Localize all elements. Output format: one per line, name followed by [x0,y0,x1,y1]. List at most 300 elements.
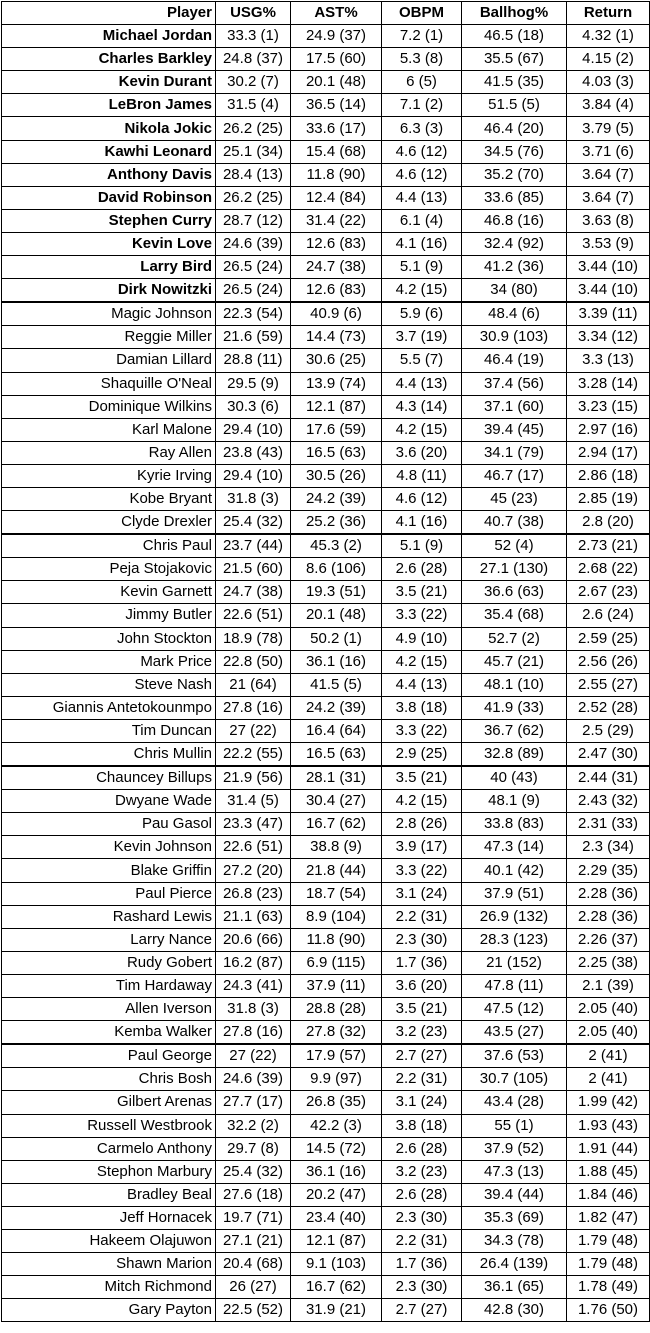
return-cell: 2.05 (40) [567,1021,650,1045]
usg-cell: 29.5 (9) [216,372,291,395]
ast-cell: 12.6 (83) [291,232,382,255]
return-cell: 3.44 (10) [567,256,650,279]
ballhog-cell: 26.4 (139) [462,1253,567,1276]
ballhog-cell: 46.4 (20) [462,117,567,140]
usg-cell: 16.2 (87) [216,951,291,974]
ballhog-cell: 33.6 (85) [462,186,567,209]
obpm-cell: 3.9 (17) [382,836,462,859]
obpm-cell: 5.1 (9) [382,534,462,558]
usg-cell: 25.4 (32) [216,511,291,535]
obpm-cell: 3.8 (18) [382,1114,462,1137]
player-name-cell: Russell Westbrook [2,1114,216,1137]
ballhog-cell: 45.7 (21) [462,650,567,673]
obpm-cell: 4.4 (13) [382,372,462,395]
usg-cell: 29.4 (10) [216,464,291,487]
player-name-cell: Gilbert Arenas [2,1091,216,1114]
player-name-cell: Nikola Jokic [2,117,216,140]
player-name-cell: Gary Payton [2,1299,216,1322]
player-name-cell: Chris Bosh [2,1068,216,1091]
obpm-cell: 7.1 (2) [382,94,462,117]
usg-cell: 31.5 (4) [216,94,291,117]
obpm-cell: 2.3 (30) [382,928,462,951]
return-cell: 2.26 (37) [567,928,650,951]
ballhog-cell: 41.5 (35) [462,71,567,94]
usg-cell: 31.4 (5) [216,790,291,813]
player-name-cell: Jeff Hornacek [2,1206,216,1229]
player-name-cell: Dirk Nowitzki [2,279,216,303]
obpm-cell: 3.6 (20) [382,974,462,997]
ballhog-cell: 55 (1) [462,1114,567,1137]
table-row [2,836,650,859]
ast-cell: 45.3 (2) [291,534,382,558]
ast-cell: 28.8 (28) [291,998,382,1021]
ballhog-cell: 34.3 (78) [462,1229,567,1252]
return-cell: 2.25 (38) [567,951,650,974]
ast-cell: 38.8 (9) [291,836,382,859]
ast-cell: 42.2 (3) [291,1114,382,1137]
ast-cell: 25.2 (36) [291,511,382,535]
return-cell: 3.28 (14) [567,372,650,395]
table-row [2,48,650,71]
table-row [2,1229,650,1252]
ast-cell: 30.5 (26) [291,464,382,487]
ballhog-cell: 27.1 (130) [462,558,567,581]
usg-cell: 30.3 (6) [216,395,291,418]
obpm-cell: 3.1 (24) [382,882,462,905]
player-name-cell: Paul Pierce [2,882,216,905]
table-row [2,813,650,836]
player-name-cell: Anthony Davis [2,163,216,186]
ballhog-cell: 36.6 (63) [462,581,567,604]
table-row [2,928,650,951]
obpm-cell: 4.3 (14) [382,395,462,418]
player-name-cell: Steve Nash [2,673,216,696]
obpm-cell: 3.5 (21) [382,766,462,790]
table-row [2,326,650,349]
return-cell: 2.47 (30) [567,743,650,767]
return-cell: 2.05 (40) [567,998,650,1021]
return-cell: 1.79 (48) [567,1253,650,1276]
obpm-cell: 4.6 (12) [382,140,462,163]
ast-cell: 17.9 (57) [291,1044,382,1068]
return-cell: 2.55 (27) [567,673,650,696]
ballhog-cell: 35.5 (67) [462,48,567,71]
ast-cell: 16.5 (63) [291,743,382,767]
table-row [2,232,650,255]
table-row [2,673,650,696]
usg-cell: 31.8 (3) [216,998,291,1021]
player-name-cell: Chris Paul [2,534,216,558]
usg-cell: 26.2 (25) [216,186,291,209]
obpm-cell: 4.4 (13) [382,673,462,696]
player-name-cell: Mitch Richmond [2,1276,216,1299]
table-row [2,302,650,326]
ballhog-cell: 43.5 (27) [462,1021,567,1045]
ast-cell: 8.9 (104) [291,905,382,928]
obpm-cell: 2.3 (30) [382,1276,462,1299]
player-name-cell: Carmelo Anthony [2,1137,216,1160]
player-name-cell: Shaquille O'Neal [2,372,216,395]
player-name-cell: Reggie Miller [2,326,216,349]
player-name-cell: Shawn Marion [2,1253,216,1276]
ballhog-cell: 26.9 (132) [462,905,567,928]
ballhog-cell: 35.4 (68) [462,604,567,627]
usg-cell: 22.2 (55) [216,743,291,767]
player-name-cell: Kemba Walker [2,1021,216,1045]
ballhog-cell: 39.4 (44) [462,1183,567,1206]
table-row [2,418,650,441]
return-cell: 1.84 (46) [567,1183,650,1206]
ast-cell: 14.5 (72) [291,1137,382,1160]
ballhog-cell: 43.4 (28) [462,1091,567,1114]
ballhog-cell: 33.8 (83) [462,813,567,836]
usg-cell: 20.6 (66) [216,928,291,951]
return-cell: 4.32 (1) [567,25,650,48]
usg-cell: 27.2 (20) [216,859,291,882]
ast-cell: 41.5 (5) [291,673,382,696]
obpm-cell: 5.3 (8) [382,48,462,71]
return-cell: 3.34 (12) [567,326,650,349]
table-body [2,25,650,1322]
header-ballhog: Ballhog% [462,2,567,25]
ast-cell: 31.9 (21) [291,1299,382,1322]
player-stats-table [1,1,650,1322]
ballhog-cell: 52.7 (2) [462,627,567,650]
usg-cell: 25.1 (34) [216,140,291,163]
usg-cell: 24.7 (38) [216,581,291,604]
return-cell: 1.82 (47) [567,1206,650,1229]
return-cell: 3.79 (5) [567,117,650,140]
table-row [2,998,650,1021]
usg-cell: 27.8 (16) [216,1021,291,1045]
ast-cell: 36.1 (16) [291,1160,382,1183]
player-name-cell: Damian Lillard [2,349,216,372]
table-row [2,1068,650,1091]
return-cell: 2.73 (21) [567,534,650,558]
ballhog-cell: 47.3 (13) [462,1160,567,1183]
return-cell: 2.28 (36) [567,882,650,905]
ballhog-cell: 41.2 (36) [462,256,567,279]
ballhog-cell: 48.4 (6) [462,302,567,326]
return-cell: 1.99 (42) [567,1091,650,1114]
return-cell: 3.84 (4) [567,94,650,117]
table-row [2,1160,650,1183]
usg-cell: 24.6 (39) [216,232,291,255]
ballhog-cell: 42.8 (30) [462,1299,567,1322]
ballhog-cell: 45 (23) [462,487,567,510]
table-row [2,372,650,395]
usg-cell: 27.1 (21) [216,1229,291,1252]
table-row [2,1114,650,1137]
ast-cell: 13.9 (74) [291,372,382,395]
return-cell: 2.1 (39) [567,974,650,997]
obpm-cell: 2.7 (27) [382,1299,462,1322]
table-row [2,279,650,303]
player-name-cell: Kevin Love [2,232,216,255]
ast-cell: 18.7 (54) [291,882,382,905]
return-cell: 1.78 (49) [567,1276,650,1299]
ast-cell: 30.6 (25) [291,349,382,372]
player-name-cell: Kevin Durant [2,71,216,94]
usg-cell: 22.6 (51) [216,604,291,627]
table-row [2,487,650,510]
ballhog-cell: 37.4 (56) [462,372,567,395]
usg-cell: 24.3 (41) [216,974,291,997]
player-name-cell: Tim Hardaway [2,974,216,997]
obpm-cell: 2.2 (31) [382,1229,462,1252]
player-name-cell: Larry Nance [2,928,216,951]
usg-cell: 29.4 (10) [216,418,291,441]
return-cell: 2.94 (17) [567,441,650,464]
player-name-cell: Stephon Marbury [2,1160,216,1183]
return-cell: 3.64 (7) [567,163,650,186]
obpm-cell: 3.6 (20) [382,441,462,464]
return-cell: 2.52 (28) [567,696,650,719]
header-usg: USG% [216,2,291,25]
table-row [2,1183,650,1206]
ballhog-cell: 30.9 (103) [462,326,567,349]
obpm-cell: 3.5 (21) [382,581,462,604]
ast-cell: 27.8 (32) [291,1021,382,1045]
usg-cell: 21.1 (63) [216,905,291,928]
ballhog-cell: 48.1 (9) [462,790,567,813]
ast-cell: 20.1 (48) [291,604,382,627]
obpm-cell: 2.6 (28) [382,1183,462,1206]
player-name-cell: Peja Stojakovic [2,558,216,581]
player-name-cell: LeBron James [2,94,216,117]
obpm-cell: 3.8 (18) [382,696,462,719]
return-cell: 3.53 (9) [567,232,650,255]
player-name-cell: Pau Gasol [2,813,216,836]
table-row [2,94,650,117]
ast-cell: 16.7 (62) [291,1276,382,1299]
ballhog-cell: 39.4 (45) [462,418,567,441]
ast-cell: 12.4 (84) [291,186,382,209]
player-name-cell: Giannis Antetokounmpo [2,696,216,719]
usg-cell: 22.3 (54) [216,302,291,326]
ast-cell: 30.4 (27) [291,790,382,813]
table-row [2,1276,650,1299]
ballhog-cell: 41.9 (33) [462,696,567,719]
obpm-cell: 3.3 (22) [382,719,462,742]
ast-cell: 16.5 (63) [291,441,382,464]
table-row [2,163,650,186]
ballhog-cell: 36.7 (62) [462,719,567,742]
ast-cell: 36.1 (16) [291,650,382,673]
table-row [2,790,650,813]
table-row [2,1206,650,1229]
player-name-cell: Chris Mullin [2,743,216,767]
obpm-cell: 3.2 (23) [382,1160,462,1183]
ast-cell: 26.8 (35) [291,1091,382,1114]
player-name-cell: Mark Price [2,650,216,673]
ballhog-cell: 40.7 (38) [462,511,567,535]
ballhog-cell: 37.6 (53) [462,1044,567,1068]
obpm-cell: 4.2 (15) [382,279,462,303]
ballhog-cell: 48.1 (10) [462,673,567,696]
usg-cell: 31.8 (3) [216,487,291,510]
table-row [2,256,650,279]
player-name-cell: Kobe Bryant [2,487,216,510]
ballhog-cell: 46.7 (17) [462,464,567,487]
return-cell: 2.29 (35) [567,859,650,882]
player-name-cell: Blake Griffin [2,859,216,882]
table-row [2,859,650,882]
player-name-cell: Michael Jordan [2,25,216,48]
ballhog-cell: 47.8 (11) [462,974,567,997]
ast-cell: 50.2 (1) [291,627,382,650]
obpm-cell: 2.6 (28) [382,558,462,581]
usg-cell: 21.9 (56) [216,766,291,790]
ballhog-cell: 51.5 (5) [462,94,567,117]
ast-cell: 16.7 (62) [291,813,382,836]
table-row [2,511,650,535]
header-return: Return [567,2,650,25]
player-name-cell: Charles Barkley [2,48,216,71]
player-name-cell: Dominique Wilkins [2,395,216,418]
return-cell: 1.93 (43) [567,1114,650,1137]
table-row [2,696,650,719]
usg-cell: 28.8 (11) [216,349,291,372]
usg-cell: 28.7 (12) [216,209,291,232]
player-name-cell: Allen Iverson [2,998,216,1021]
ast-cell: 12.1 (87) [291,395,382,418]
usg-cell: 23.8 (43) [216,441,291,464]
player-name-cell: Kyrie Irving [2,464,216,487]
player-name-cell: David Robinson [2,186,216,209]
usg-cell: 21 (64) [216,673,291,696]
ast-cell: 19.3 (51) [291,581,382,604]
return-cell: 1.91 (44) [567,1137,650,1160]
return-cell: 2 (41) [567,1044,650,1068]
return-cell: 3.44 (10) [567,279,650,303]
player-name-cell: Dwyane Wade [2,790,216,813]
ballhog-cell: 52 (4) [462,534,567,558]
return-cell: 2.5 (29) [567,719,650,742]
return-cell: 4.03 (3) [567,71,650,94]
table-row [2,1091,650,1114]
usg-cell: 25.4 (32) [216,1160,291,1183]
usg-cell: 33.3 (1) [216,25,291,48]
player-name-cell: Kevin Johnson [2,836,216,859]
return-cell: 2.68 (22) [567,558,650,581]
return-cell: 3.23 (15) [567,395,650,418]
usg-cell: 27 (22) [216,1044,291,1068]
usg-cell: 27.7 (17) [216,1091,291,1114]
usg-cell: 21.6 (59) [216,326,291,349]
table-row [2,558,650,581]
player-name-cell: Clyde Drexler [2,511,216,535]
usg-cell: 26.5 (24) [216,279,291,303]
obpm-cell: 1.7 (36) [382,1253,462,1276]
table-row [2,766,650,790]
table-row [2,743,650,767]
return-cell: 2.6 (24) [567,604,650,627]
obpm-cell: 4.6 (12) [382,163,462,186]
obpm-cell: 2.2 (31) [382,905,462,928]
usg-cell: 24.8 (37) [216,48,291,71]
obpm-cell: 2.6 (28) [382,1137,462,1160]
obpm-cell: 3.7 (19) [382,326,462,349]
usg-cell: 26 (27) [216,1276,291,1299]
player-name-cell: Kevin Garnett [2,581,216,604]
table-row [2,604,650,627]
return-cell: 1.88 (45) [567,1160,650,1183]
table-row [2,1253,650,1276]
ast-cell: 9.1 (103) [291,1253,382,1276]
ballhog-cell: 34 (80) [462,279,567,303]
table-row [2,349,650,372]
return-cell: 3.71 (6) [567,140,650,163]
ast-cell: 11.8 (90) [291,928,382,951]
ballhog-cell: 46.4 (19) [462,349,567,372]
usg-cell: 26.8 (23) [216,882,291,905]
player-name-cell: Rashard Lewis [2,905,216,928]
player-name-cell: Tim Duncan [2,719,216,742]
usg-cell: 28.4 (13) [216,163,291,186]
table-row [2,974,650,997]
table-row [2,1299,650,1322]
obpm-cell: 5.5 (7) [382,349,462,372]
ast-cell: 11.8 (90) [291,163,382,186]
ballhog-cell: 40.1 (42) [462,859,567,882]
obpm-cell: 4.2 (15) [382,650,462,673]
ballhog-cell: 28.3 (123) [462,928,567,951]
obpm-cell: 6 (5) [382,71,462,94]
return-cell: 1.76 (50) [567,1299,650,1322]
obpm-cell: 3.1 (24) [382,1091,462,1114]
player-name-cell: Bradley Beal [2,1183,216,1206]
obpm-cell: 3.3 (22) [382,859,462,882]
ballhog-cell: 46.5 (18) [462,25,567,48]
table-row [2,650,650,673]
table-row [2,117,650,140]
usg-cell: 22.6 (51) [216,836,291,859]
obpm-cell: 7.2 (1) [382,25,462,48]
obpm-cell: 4.4 (13) [382,186,462,209]
ast-cell: 31.4 (22) [291,209,382,232]
obpm-cell: 4.1 (16) [382,232,462,255]
ast-cell: 24.9 (37) [291,25,382,48]
ballhog-cell: 32.8 (89) [462,743,567,767]
ast-cell: 28.1 (31) [291,766,382,790]
table-row [2,395,650,418]
ballhog-cell: 47.5 (12) [462,998,567,1021]
return-cell: 4.15 (2) [567,48,650,71]
ast-cell: 17.6 (59) [291,418,382,441]
table-row [2,441,650,464]
player-name-cell: Jimmy Butler [2,604,216,627]
ballhog-cell: 36.1 (65) [462,1276,567,1299]
usg-cell: 22.5 (52) [216,1299,291,1322]
player-name-cell: Ray Allen [2,441,216,464]
table-row [2,882,650,905]
usg-cell: 20.4 (68) [216,1253,291,1276]
obpm-cell: 3.5 (21) [382,998,462,1021]
return-cell: 2.97 (16) [567,418,650,441]
usg-cell: 27.6 (18) [216,1183,291,1206]
obpm-cell: 2.3 (30) [382,1206,462,1229]
ast-cell: 20.1 (48) [291,71,382,94]
usg-cell: 23.3 (47) [216,813,291,836]
usg-cell: 26.5 (24) [216,256,291,279]
player-name-cell: John Stockton [2,627,216,650]
obpm-cell: 2.8 (26) [382,813,462,836]
return-cell: 2.85 (19) [567,487,650,510]
ast-cell: 15.4 (68) [291,140,382,163]
usg-cell: 23.7 (44) [216,534,291,558]
return-cell: 2 (41) [567,1068,650,1091]
